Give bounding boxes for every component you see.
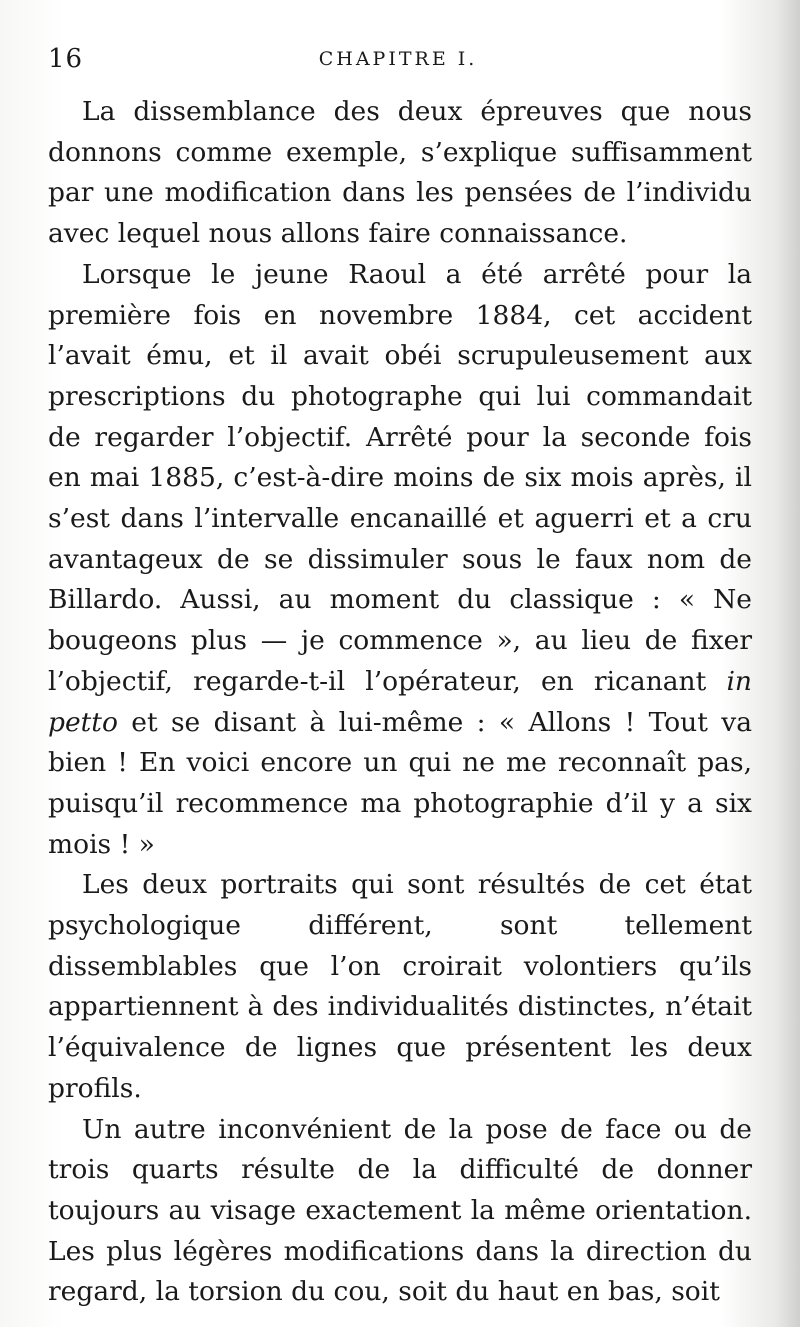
italic-phrase: in petto — [48, 665, 752, 738]
chapter-title: CHAPITRE I. — [318, 48, 478, 70]
page-number: 16 — [48, 44, 84, 74]
paragraph-2-text-b: et se disant à lui-même : « Allons ! Tout va bien ! En voici encore un qui ne me reconnaît pas, puisqu’il recommence ma photographie d’il y a six mois ! » — [48, 706, 752, 860]
paragraph-2 — [48, 255, 752, 866]
paragraph-1: La dissemblance des deux épreuves que nous donnons comme exemple, s’explique suffisamment par une modification dans les pensées de l’individu avec lequel nous allons faire connaissance. — [48, 96, 752, 250]
paragraph-3: Les deux portraits qui sont résultés de cet état psychologique différent, sont tellement dissemblables que l’on croirait volontiers qu’ils appartiennent à des individualités distinctes, n’était l’équivalence de lignes que présentent les deux profils. — [48, 869, 752, 1104]
paragraph-2-text-a: Lorsque le jeune Raoul a été arrêté pour la première fois en novembre 1884, cet accident l’avait ému, et il avait obéi scrupuleusement aux prescriptions du photographe qui lui commandait de regarder l’objectif. Arrêté pour la seconde fois en mai 1885, c’est-à-dire moins de six mois après, il s’est dans l’intervalle encanaillé et aguerri et a cru avantageux de se dissimuler sous le faux nom de Billardo. Aussi, au moment du classique : « Ne bougeons plus — je commence », au lieu de fixer l’objectif, regarde-t-il l’opérateur, en ricanant — [48, 258, 752, 697]
paragraph-4: Un autre inconvénient de la pose de face ou de trois quarts résulte de la difficulté de donner toujours au visage exactement la même orientation. Les plus légères modifications dans la direction du regard, la torsion du cou, soit du haut en bas, soit — [48, 1113, 752, 1308]
body-text — [48, 92, 752, 1313]
running-header — [48, 44, 748, 80]
